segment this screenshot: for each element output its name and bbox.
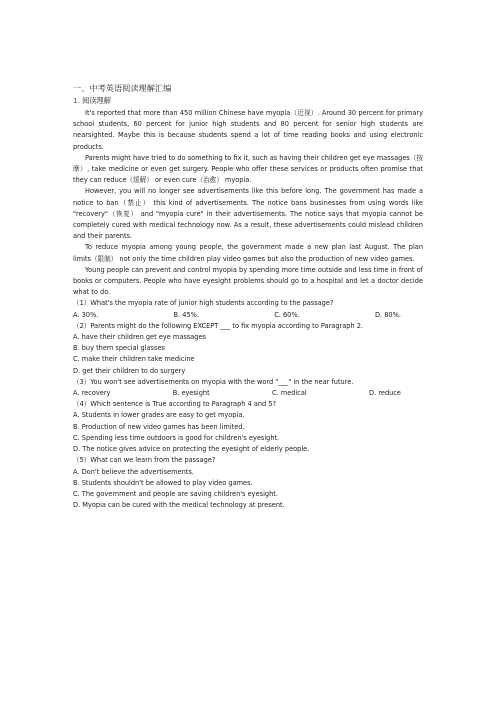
question-stem: （2）Parents might do the following EXCEPT ___ to fix myopia according to Paragraph 2.: [73, 321, 364, 330]
question-2: [73, 321, 423, 377]
option-b[interactable]: B. 45%.: [173, 310, 199, 319]
option-b[interactable]: B. Students shouldn't be allowed to play video games.: [73, 478, 253, 487]
question-stem: （4）Which sentence is True according to Paragraph 4 and 5?: [73, 400, 277, 409]
question-3: [73, 377, 423, 399]
question-5: [73, 455, 423, 511]
option-d[interactable]: D. get their children to do surgery: [73, 366, 186, 375]
option-c[interactable]: C. make their children take medicine: [73, 355, 195, 364]
question-stem: （1）What's the myopia rate of junior high students according to the passage?: [73, 299, 334, 308]
option-d[interactable]: D. 80%.: [374, 310, 401, 319]
question-stem: （3）You won't see advertisements on myopia with the word "___" in the near future.: [73, 377, 354, 386]
option-d[interactable]: D. The notice gives advice on protecting the eyesight of elderly people.: [73, 445, 310, 454]
item-title: 阅读理解: [82, 96, 111, 105]
passage-paragraph-2: Parents might have tried to do something to fix it, such as having their children get eye massages（按摩）, take medicine or even get surgery. People who offer these services or products often promise that they can reduce（缓解） or even cure（治愈） myopia.: [73, 153, 423, 185]
item-number: 1.: [73, 96, 80, 105]
option-d[interactable]: D. Myopia can be cured with the medical technology at present.: [73, 501, 285, 510]
item-header: [73, 95, 423, 106]
passage: [73, 108, 423, 298]
option-a[interactable]: A. have their children get eye massages: [73, 333, 206, 342]
option-c[interactable]: C. 60%.: [274, 310, 300, 319]
option-a[interactable]: A. Students in lower grades are easy to get myopia.: [73, 411, 245, 420]
passage-paragraph-5: Young people can prevent and control myopia by spending more time outside and less time in front of books or computers. People who have eyesight problems should go to a hospital and let a doctor decide what to do.: [73, 265, 423, 297]
option-c[interactable]: C. medical: [271, 389, 307, 398]
section-title: 一、中考英语阅读理解汇编: [73, 83, 172, 93]
options-row: [73, 388, 423, 399]
option-a[interactable]: A. 30%.: [73, 310, 99, 319]
question-stem: （5）What can we learn from the passage?: [73, 456, 216, 465]
option-d[interactable]: D. reduce: [369, 389, 401, 398]
option-c[interactable]: C. Spending less time outdoors is good for children's eyesight.: [73, 433, 280, 442]
option-b[interactable]: B. Production of new video games has been limited.: [73, 422, 245, 431]
questions: [73, 298, 423, 511]
passage-paragraph-3: However, you will no longer see advertisements like this before long. The government has made a notice to ban（禁止） this kind of advertisements. The notice bans businesses from using words like "recovery"（恢复） and "myopia cure" in their advertisements. The notice says that myopia cannot be completely cured with medical technology now. As a result, these advertisements could mislead children and their parents.: [73, 187, 423, 241]
options-row: [73, 310, 423, 321]
question-1: [73, 298, 423, 320]
option-b[interactable]: B. eyesight: [172, 389, 210, 398]
option-a[interactable]: A. recovery: [73, 389, 111, 398]
passage-paragraph-1: It's reported that more than 450 million Chinese have myopia（近视）. Around 30 percent for primary school students, 60 percent for junior high students and 80 percent for senior high students are nearsighted. Maybe this is because students spend a lot of time reading books and using electronic products.: [73, 109, 423, 151]
passage-paragraph-4: To reduce myopia among young people, the government made a new plan last August. The plan limits（限制） not only the time children play video games but also the production of new video games.: [73, 243, 423, 263]
option-a[interactable]: A. Don't believe the advertisements.: [73, 467, 194, 476]
option-b[interactable]: B. buy them special glasses: [73, 344, 165, 353]
option-c[interactable]: C. The government and people are saving children's eyesight.: [73, 489, 278, 498]
question-4: [73, 399, 423, 455]
